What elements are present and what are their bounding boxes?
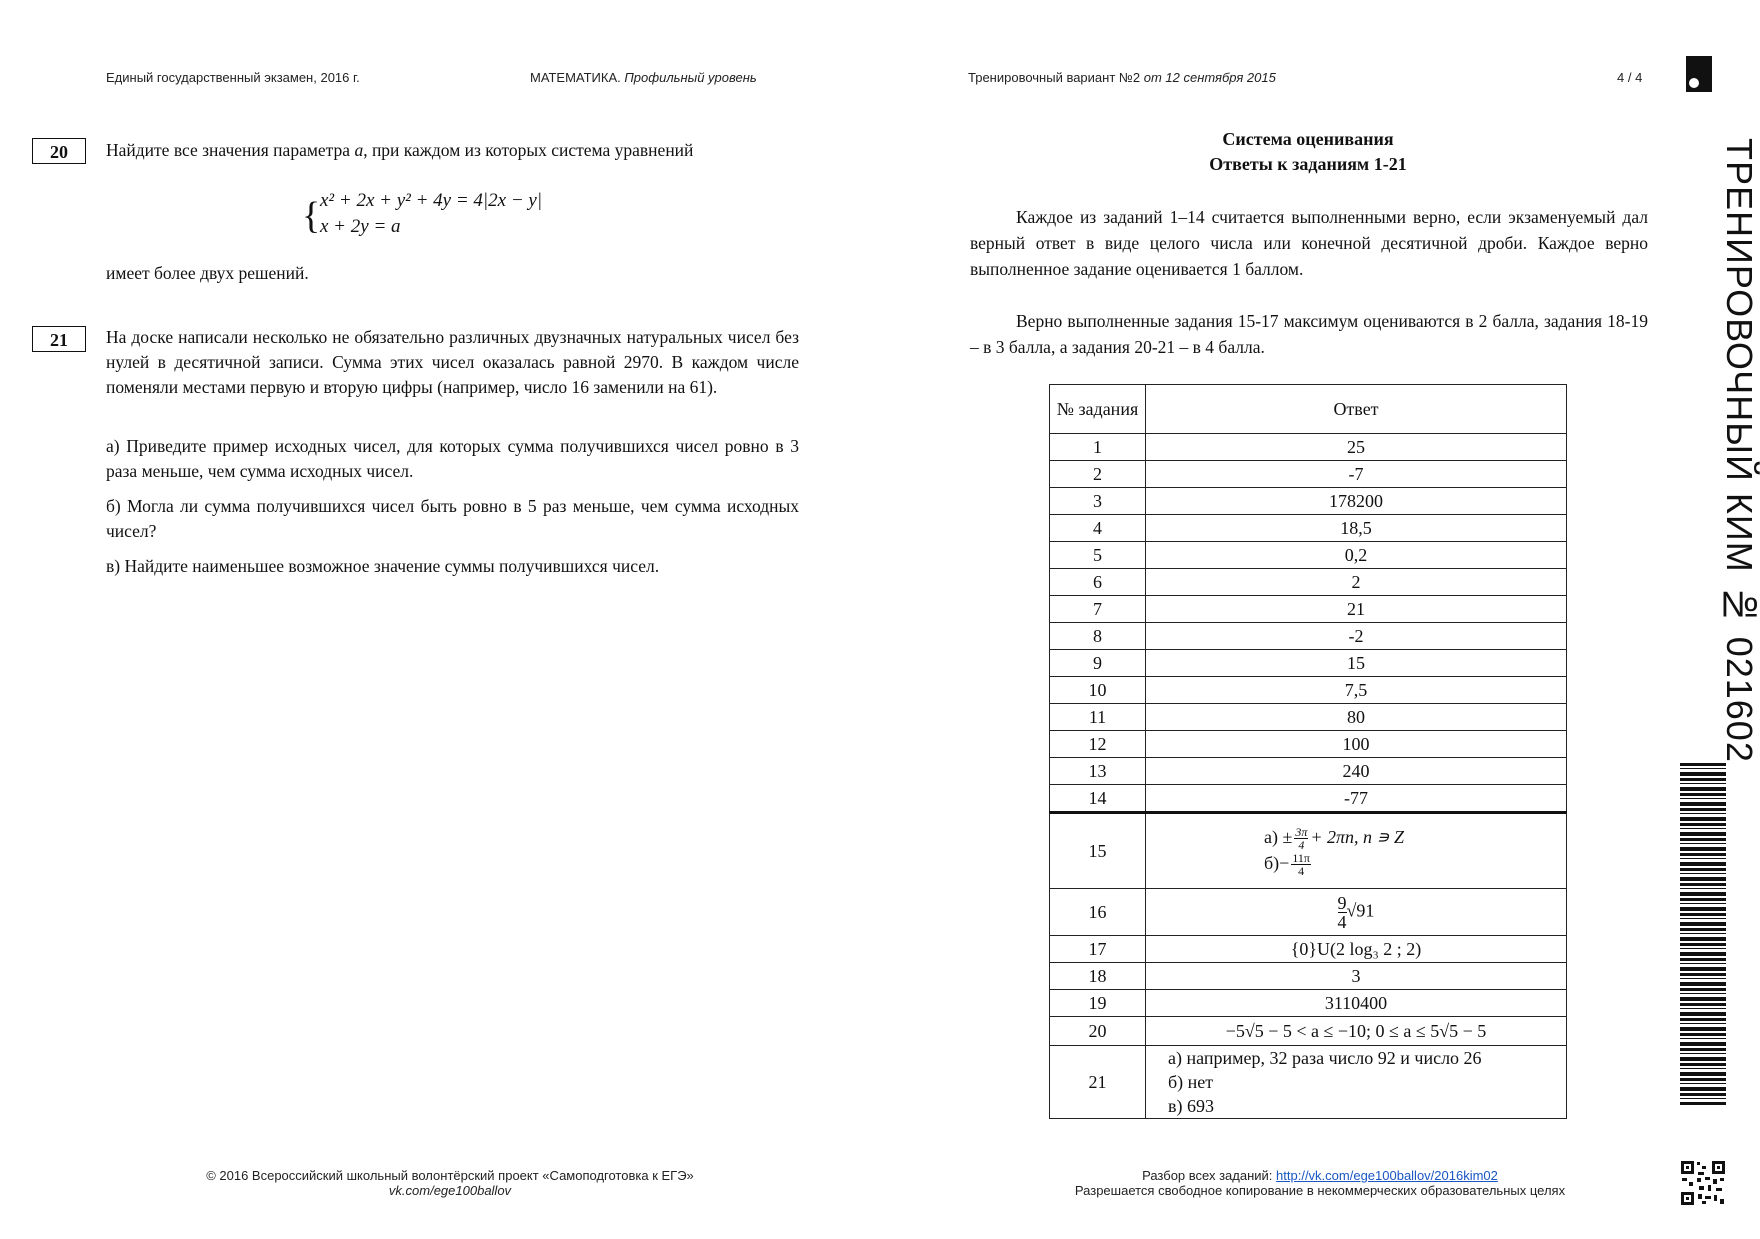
task-21-part-a: а) Приведите пример исходных чисел, для которых сумма получившихся чисел ровно в 3 раза меньше, чем сумма исходных чисел. — [106, 436, 799, 481]
row-answer-15 — [1146, 813, 1567, 889]
answer-15-a — [1264, 825, 1566, 851]
row-number: 6 — [1050, 569, 1146, 596]
row-number: 12 — [1050, 731, 1146, 758]
task-20-text-1: Найдите все значения параметра — [106, 140, 351, 160]
header-variant-prefix: Тренировочный вариант №2 — [968, 70, 1141, 85]
row-number: 2 — [1050, 461, 1146, 488]
table-row — [1050, 785, 1567, 813]
task-20-eq2: x + 2y = a — [320, 216, 401, 237]
table-row — [1050, 1046, 1567, 1119]
answer-15-b-num: 11π — [1292, 851, 1310, 866]
table-header-row — [1050, 385, 1567, 434]
row-number: 14 — [1050, 785, 1146, 813]
row-number: 1 — [1050, 434, 1146, 461]
table-row — [1050, 758, 1567, 785]
answer-15-b-prefix: б)− — [1264, 853, 1290, 873]
row-number: 19 — [1050, 990, 1146, 1017]
header-subject — [530, 70, 757, 85]
row-answer: 21 — [1146, 596, 1567, 623]
footer-copy-permission: Разрешается свободное копирование в некоммерческих образовательных целях — [1074, 1183, 1566, 1198]
footer-copyright: © 2016 Всероссийский школьный волонтёрский проект «Самоподготовка к ЕГЭ» — [206, 1168, 694, 1183]
table-row — [1050, 569, 1567, 596]
row-answer-21 — [1146, 1046, 1567, 1119]
row-number: 16 — [1050, 889, 1146, 936]
qr-code-icon — [1680, 1160, 1726, 1206]
answers-table — [1049, 384, 1567, 1119]
table-row — [1050, 650, 1567, 677]
answer-21-a: а) например, 32 раза число 92 и число 26 — [1168, 1048, 1482, 1068]
row-answer: 7,5 — [1146, 677, 1567, 704]
header-level: Профильный уровень — [624, 70, 757, 85]
row-number: 10 — [1050, 677, 1146, 704]
row-answer-19: 3110400 — [1146, 990, 1567, 1017]
grading-para-1: Каждое из заданий 1–14 считается выполненными верно, если экзаменуемый дал верный ответ в виде целого числа или конечной десятичной дроби. Каждое верно выполненное задание оценивается 1 баллом. — [970, 207, 1648, 279]
row-number: 4 — [1050, 515, 1146, 542]
table-row — [1050, 990, 1567, 1017]
table-row — [1050, 1017, 1567, 1046]
row-answer: 2 — [1146, 569, 1567, 596]
answer-21-b: б) нет — [1168, 1072, 1214, 1092]
table-row — [1050, 515, 1567, 542]
header-variant — [968, 70, 1276, 85]
answer-21-c: в) 693 — [1168, 1096, 1214, 1116]
task-20-number: 20 — [32, 138, 86, 164]
col-answer-header: Ответ — [1146, 385, 1567, 434]
answer-15-a-den: 4 — [1298, 838, 1305, 852]
answer-16-rest: √91 — [1346, 900, 1375, 921]
row-number: 15 — [1050, 813, 1146, 889]
table-row — [1050, 488, 1567, 515]
row-number: 18 — [1050, 963, 1146, 990]
grading-title: Система оценивания — [1222, 129, 1394, 149]
page-number: 4 / 4 — [1617, 70, 1643, 85]
row-number: 5 — [1050, 542, 1146, 569]
system-brace: { — [302, 195, 321, 237]
table-row — [1050, 677, 1567, 704]
footer-analysis — [1000, 1168, 1640, 1183]
task-21-text: На доске написали несколько не обязательно различных двузначных натуральных чисел без нулей в десятичной записи. Сумма этих чисел оказалась равной 2970. В каждом числе поменяли местами первую и вторую цифры (например, число 16 заменили на 61). — [106, 327, 799, 397]
table-row — [1050, 889, 1567, 936]
task-20-text-3: имеет более двух решений. — [106, 263, 309, 283]
row-answer: 25 — [1146, 434, 1567, 461]
answer-15-a-rest: + 2πn, n ∍ Z — [1310, 826, 1404, 847]
answer-15-b-den: 4 — [1298, 864, 1305, 879]
header-subject-name: МАТЕМАТИКА. — [530, 70, 621, 85]
logo-icon — [1686, 56, 1712, 92]
table-row — [1050, 813, 1567, 889]
row-answer: 178200 — [1146, 488, 1567, 515]
answer-15-a-prefix: а) ± — [1264, 826, 1293, 847]
barcode-icon — [1680, 763, 1726, 1105]
row-number: 17 — [1050, 936, 1146, 963]
table-row — [1050, 596, 1567, 623]
row-answer-17: {0}U(2 log₃ 2 ; 2) — [1146, 936, 1567, 963]
row-answer: 100 — [1146, 731, 1567, 758]
row-answer: -77 — [1146, 785, 1567, 813]
task-21-number: 21 — [32, 326, 86, 352]
grading-para-2: Верно выполненные задания 15-17 максимум оцениваются в 2 балла, задания 18-19 – в 3 балла, а задания 20-21 – в 4 балла. — [970, 311, 1648, 357]
task-20-text-2: , при каждом из которых система уравнений — [363, 140, 694, 160]
row-answer: 240 — [1146, 758, 1567, 785]
answer-16-fraction — [1338, 894, 1347, 931]
analysis-link[interactable]: http://vk.com/ege100ballov/2016kim02 — [1276, 1168, 1498, 1183]
task-20-param: a — [354, 140, 364, 160]
table-row — [1050, 731, 1567, 758]
row-number: 9 — [1050, 650, 1146, 677]
row-number: 3 — [1050, 488, 1146, 515]
row-answer: -7 — [1146, 461, 1567, 488]
answer-15-a-fraction — [1294, 826, 1308, 851]
row-answer-16 — [1146, 889, 1567, 936]
row-number: 21 — [1050, 1046, 1146, 1119]
task-20-eq1: x² + 2x + y² + 4y = 4|2x − y| — [320, 190, 543, 211]
col-task-number-header: № задания — [1050, 385, 1146, 434]
row-answer: 0,2 — [1146, 542, 1567, 569]
header-exam: Единый государственный экзамен, 2016 г. — [106, 70, 360, 85]
row-number: 13 — [1050, 758, 1146, 785]
grading-subtitle: Ответы к заданиям 1-21 — [1209, 154, 1407, 174]
answer-15-b-fraction — [1291, 852, 1311, 877]
row-answer: 18,5 — [1146, 515, 1567, 542]
row-answer-18: 3 — [1146, 963, 1567, 990]
task-20-text — [106, 138, 746, 163]
row-answer: -2 — [1146, 623, 1567, 650]
row-number: 11 — [1050, 704, 1146, 731]
row-answer-20: −5√5 − 5 < a ≤ −10; 0 ≤ a ≤ 5√5 − 5 — [1146, 1017, 1567, 1046]
header-variant-date: от 12 сентября 2015 — [1143, 70, 1276, 85]
row-number: 8 — [1050, 623, 1146, 650]
table-row — [1050, 623, 1567, 650]
answer-16-den: 4 — [1337, 911, 1347, 932]
footer-left — [100, 1168, 800, 1198]
row-number: 20 — [1050, 1017, 1146, 1046]
task-21-part-c: в) Найдите наименьшее возможное значение суммы получившихся чисел. — [106, 556, 660, 576]
answer-15-a-num: 3π — [1295, 825, 1308, 839]
answer-15-b — [1264, 851, 1566, 877]
table-row — [1050, 461, 1567, 488]
row-number: 7 — [1050, 596, 1146, 623]
table-row — [1050, 936, 1567, 963]
row-answer: 15 — [1146, 650, 1567, 677]
table-row — [1050, 434, 1567, 461]
footer-right — [1000, 1168, 1640, 1198]
table-row — [1050, 963, 1567, 990]
footer-analysis-label: Разбор всех заданий: — [1142, 1168, 1273, 1183]
table-row — [1050, 542, 1567, 569]
row-answer: 80 — [1146, 704, 1567, 731]
answer-16-num: 9 — [1337, 892, 1347, 913]
vertical-kim-label: ТРЕНИРОВОЧНЫЙ КИМ № 021602 — [1719, 138, 1760, 763]
task-21-part-b: б) Могла ли сумма получившихся чисел быть ровно в 5 раз меньше, чем сумма исходных чисел? — [106, 496, 799, 541]
table-row — [1050, 704, 1567, 731]
footer-site: vk.com/ege100ballov — [388, 1183, 512, 1198]
